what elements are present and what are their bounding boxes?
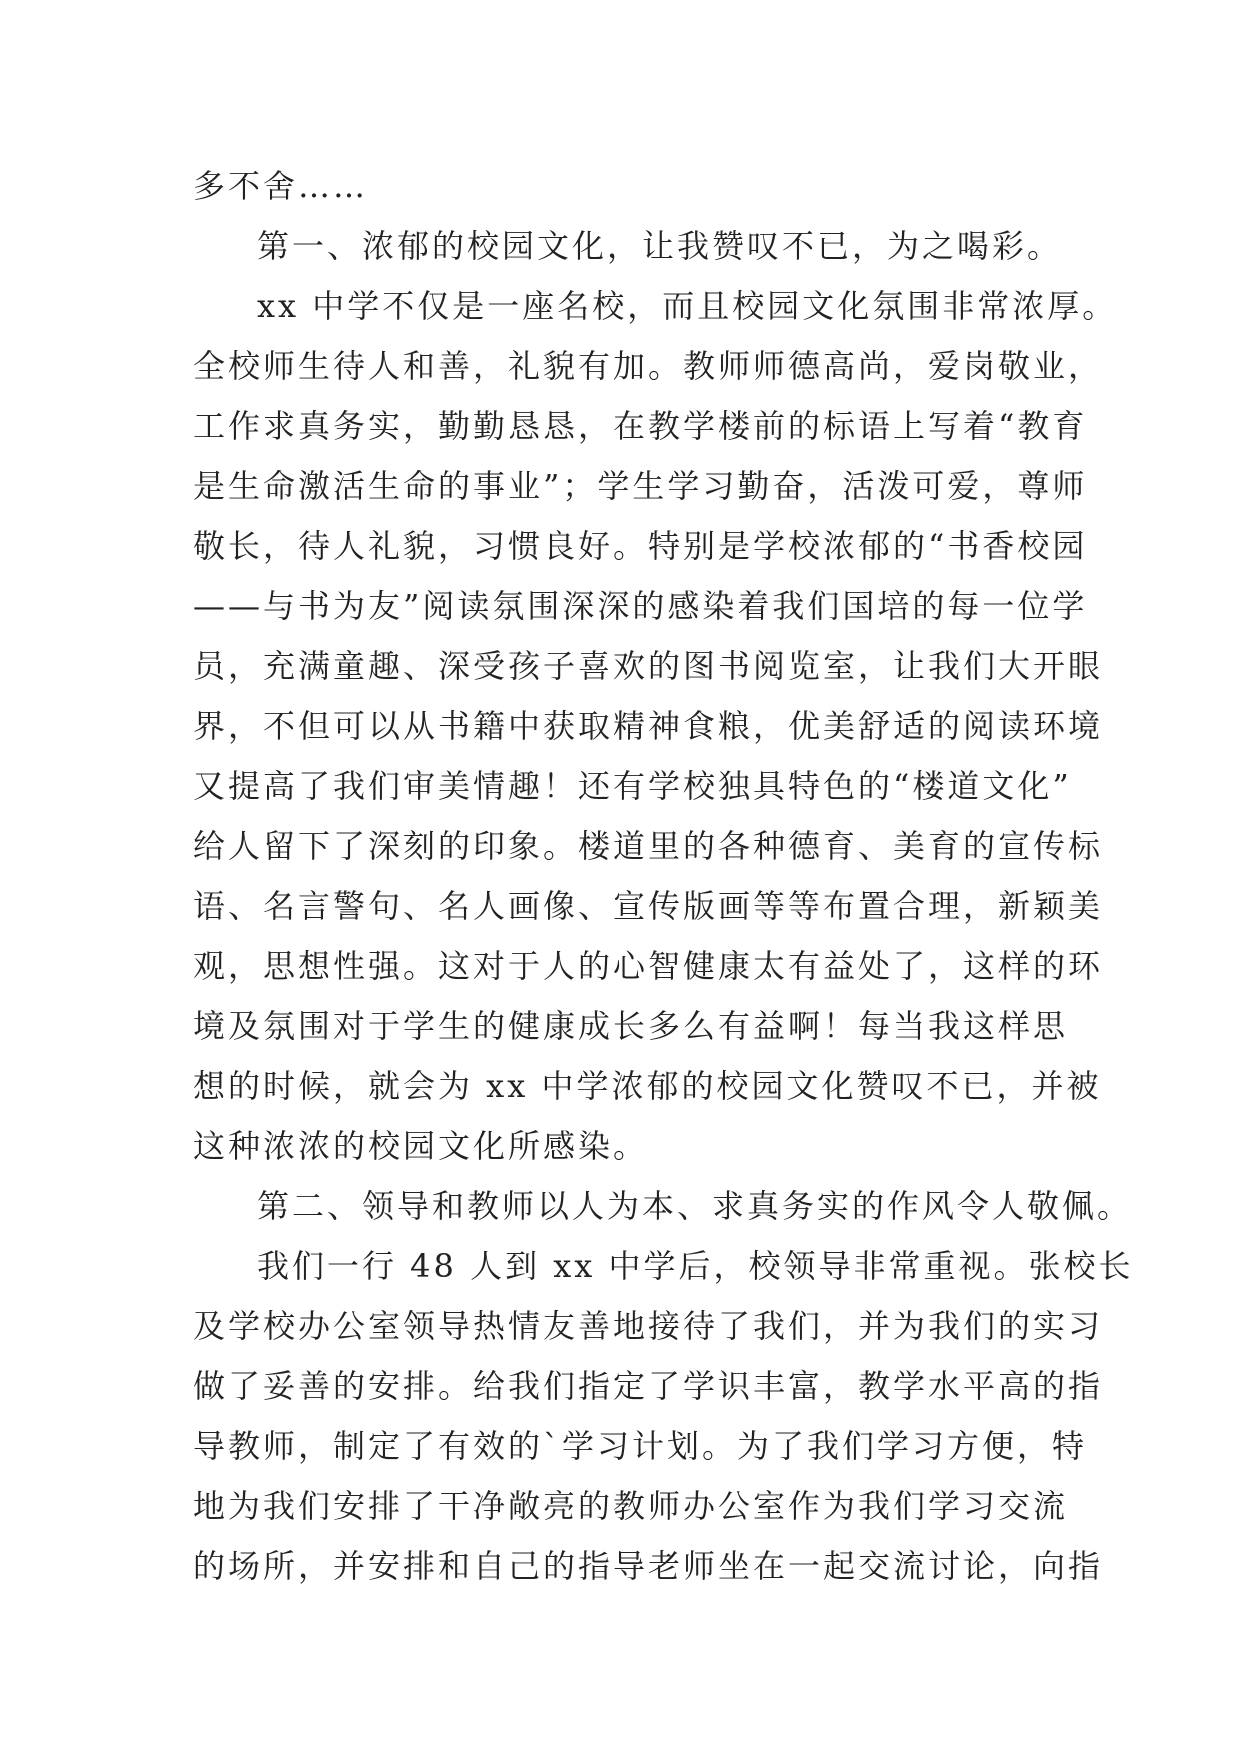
text-line: 敬长，待人礼貌，习惯良好。特别是学校浓郁的“书香校园	[193, 527, 1088, 565]
text-line: 给人留下了深刻的印象。楼道里的各种德育、美育的宣传标	[193, 827, 1104, 865]
document-body	[193, 156, 1134, 1596]
text-line: 员，充满童趣、深受孩子喜欢的图书阅览室，让我们大开眼	[193, 647, 1104, 685]
text-line: 这种浓浓的校园文化所感染。	[193, 1127, 649, 1165]
text-line: 是生命激活生命的事业”；学生学习勤奋，活泼可爱，尊师	[193, 467, 1088, 505]
text-line: xx 中学不仅是一座名校，而且校园文化氛围非常浓厚。	[257, 287, 1118, 325]
text-line: 语、名言警句、名人画像、宣传版画等等布置合理，新颖美	[193, 887, 1104, 925]
text-line: 全校师生待人和善，礼貌有加。教师师德高尚，爱岗敬业，	[193, 347, 1104, 385]
text-line: 做了妥善的安排。给我们指定了学识丰富，教学水平高的指	[193, 1367, 1104, 1405]
text-line: 及学校办公室领导热情友善地接待了我们，并为我们的实习	[193, 1307, 1104, 1345]
text-line: 工作求真务实，勤勤恳恳，在教学楼前的标语上写着“教育	[193, 407, 1088, 445]
section-heading-2: 第二、领导和教师以人为本、求真务实的作风令人敬佩。	[257, 1187, 1133, 1225]
text-line: 我们一行 48 人到 xx 中学后，校领导非常重视。张校长	[257, 1247, 1134, 1285]
text-line: 观，思想性强。这对于人的心智健康太有益处了，这样的环	[193, 947, 1104, 985]
text-line: 导教师，制定了有效的`学习计划。为了我们学习方便，特	[193, 1427, 1088, 1465]
text-line: ——与书为友”阅读氛围深深的感染着我们国培的每一位学	[193, 587, 1088, 625]
text-line: 多不舍……	[193, 167, 369, 205]
text-line: 的场所，并安排和自己的指导老师坐在一起交流讨论，向指	[193, 1547, 1104, 1585]
text-line: 想的时候，就会为 xx 中学浓郁的校园文化赞叹不已，并被	[193, 1067, 1102, 1105]
section-heading-1: 第一、浓郁的校园文化，让我赞叹不已，为之喝彩。	[257, 227, 1063, 265]
text-line: 界，不但可以从书籍中获取精神食粮，优美舒适的阅读环境	[193, 707, 1104, 745]
text-line: 地为我们安排了干净敞亮的教师办公室作为我们学习交流	[193, 1487, 1069, 1525]
text-line: 又提高了我们审美情趣！还有学校独具特色的“楼道文化”	[193, 767, 1072, 805]
text-line: 境及氛围对于学生的健康成长多么有益啊！每当我这样思	[193, 1007, 1069, 1045]
